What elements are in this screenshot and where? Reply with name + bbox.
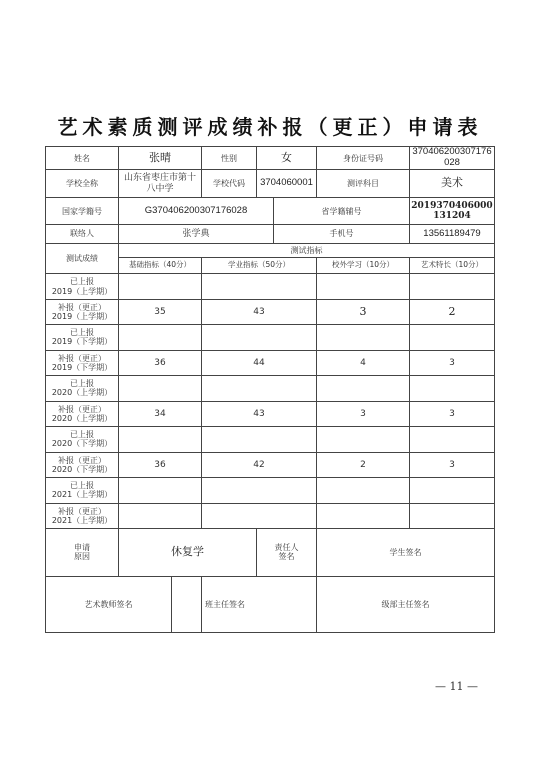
academic-score <box>202 427 317 452</box>
basic-score: 36 <box>119 452 202 477</box>
period-label: 补报（更正） 2020（下学期） <box>46 452 119 477</box>
application-form-table <box>45 146 495 633</box>
period-label: 补报（更正） 2019（上学期） <box>46 299 119 324</box>
basic-score <box>119 478 202 503</box>
id-number-value: 370406200307176028 <box>410 147 495 170</box>
score-row <box>46 299 495 324</box>
id-number-label: 身份证号码 <box>317 147 410 170</box>
gender-value: 女 <box>257 147 317 170</box>
period-label: 已上报 2019（上学期） <box>46 274 119 299</box>
art-specialty-score <box>410 427 495 452</box>
academic-score: 44 <box>202 350 317 375</box>
subject-label: 测评科目 <box>317 170 410 198</box>
art-specialty-score <box>410 478 495 503</box>
academic-score <box>202 376 317 401</box>
school-code-value: 3704060001 <box>257 170 317 198</box>
score-row <box>46 503 495 528</box>
period-label: 已上报 2020（上学期） <box>46 376 119 401</box>
contact-label: 联络人 <box>46 225 119 243</box>
art-specialty-score: 3 <box>410 350 495 375</box>
outside-learning-score <box>317 503 410 528</box>
subject-value: 美术 <box>410 170 495 198</box>
art-teacher-signature-label: 艺术教师签名 <box>46 576 172 632</box>
school-code-label: 学校代码 <box>202 170 257 198</box>
period-label: 补报（更正） 2020（上学期） <box>46 401 119 426</box>
period-label: 已上报 2020（下学期） <box>46 427 119 452</box>
period-label: 补报（更正） 2021（上学期） <box>46 503 119 528</box>
basic-score <box>119 376 202 401</box>
score-row <box>46 350 495 375</box>
score-row <box>46 401 495 426</box>
phone-value: 13561189479 <box>410 225 495 243</box>
application-reason-value: 休复学 <box>119 528 257 576</box>
page-number: — 11 — <box>435 680 478 693</box>
academic-score <box>202 503 317 528</box>
art-specialty-score: 2 <box>410 299 495 324</box>
score-row <box>46 376 495 401</box>
art-specialty-score <box>410 274 495 299</box>
school-name-value: 山东省枣庄市第十八中学 <box>119 170 202 198</box>
outside-learning-score: 4 <box>317 350 410 375</box>
score-row <box>46 478 495 503</box>
gender-label: 性别 <box>202 147 257 170</box>
provincial-student-id-label: 省学籍辅号 <box>274 197 410 225</box>
period-label: 已上报 2021（上学期） <box>46 478 119 503</box>
score-row <box>46 452 495 477</box>
national-student-id-value: G370406200307176028 <box>119 197 274 225</box>
academic-score: 43 <box>202 401 317 426</box>
basic-score <box>119 427 202 452</box>
academic-score <box>202 478 317 503</box>
contact-value: 张学典 <box>119 225 274 243</box>
name-value: 张晴 <box>119 147 202 170</box>
period-label: 补报（更正） 2019（下学期） <box>46 350 119 375</box>
student-signature-label: 学生签名 <box>317 528 495 576</box>
art-specialty-score: 3 <box>410 452 495 477</box>
outside-learning-score: 3 <box>317 401 410 426</box>
application-reason-label: 申请 原因 <box>46 528 119 576</box>
art-specialty-score: 3 <box>410 401 495 426</box>
basic-score: 36 <box>119 350 202 375</box>
form-title: 艺术素质测评成绩补报（更正）申请表 <box>57 115 483 139</box>
basic-score: 35 <box>119 299 202 324</box>
outside-learning-score: 2 <box>317 452 410 477</box>
test-indicators-label: 测试指标 <box>119 243 495 257</box>
art-specialty-score <box>410 376 495 401</box>
responsible-person-sign-label: 责任人 签名 <box>257 528 317 576</box>
basic-score <box>119 274 202 299</box>
basic-score: 34 <box>119 401 202 426</box>
column-header-academic: 学业指标（50分） <box>202 258 317 274</box>
score-row <box>46 325 495 350</box>
art-specialty-score <box>410 503 495 528</box>
phone-label: 手机号 <box>274 225 410 243</box>
outside-learning-score: 3 <box>317 299 410 324</box>
academic-score <box>202 274 317 299</box>
column-header-outside-learning: 校外学习（10分） <box>317 258 410 274</box>
outside-learning-score <box>317 325 410 350</box>
art-specialty-score <box>410 325 495 350</box>
test-scores-label: 测试成绩 <box>46 243 119 274</box>
outside-learning-score <box>317 376 410 401</box>
national-student-id-label: 国家学籍号 <box>46 197 119 225</box>
period-label: 已上报 2019（下学期） <box>46 325 119 350</box>
class-teacher-signature-label: 班主任签名 <box>202 576 317 632</box>
grade-head-signature-label: 级部主任签名 <box>317 576 495 632</box>
name-label: 姓名 <box>46 147 119 170</box>
score-row <box>46 274 495 299</box>
academic-score <box>202 325 317 350</box>
outside-learning-score <box>317 478 410 503</box>
basic-score <box>119 503 202 528</box>
provincial-student-id-value: 2019370406000131204 <box>410 197 495 225</box>
basic-score <box>119 325 202 350</box>
score-row <box>46 427 495 452</box>
outside-learning-score <box>317 274 410 299</box>
outside-learning-score <box>317 427 410 452</box>
art-teacher-signature-field <box>172 576 202 632</box>
column-header-art-specialty: 艺术特长（10分） <box>410 258 495 274</box>
academic-score: 43 <box>202 299 317 324</box>
column-header-basic: 基础指标（40分） <box>119 258 202 274</box>
academic-score: 42 <box>202 452 317 477</box>
school-name-label: 学校全称 <box>46 170 119 198</box>
